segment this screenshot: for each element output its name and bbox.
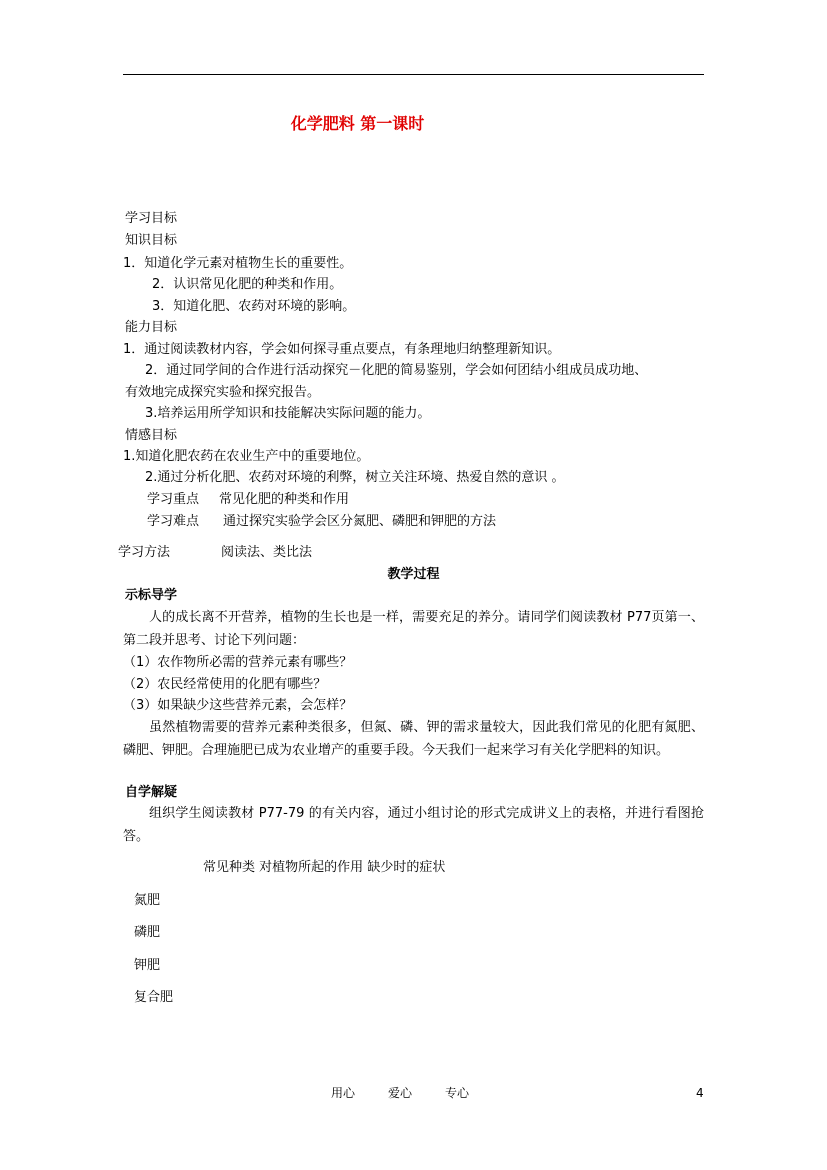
ability-item: 2．通过同学间的合作进行活动探究－化肥的简易鉴别，学会如何团结小组成员成功地、 <box>145 363 648 378</box>
section2-text: 组织学生阅读教材 P77-79 的有关内容，通过小组讨论的形式完成讲义上的表格，并进行看图抢答。 <box>123 806 704 844</box>
section1-intro: 人的成长离不开营养，植物的生长也是一样，需要充足的养分。请同学们阅读教材 P77页第一、第二段并思考、讨论下列问题： <box>123 610 704 648</box>
table-row-label: 磷肥 <box>134 925 161 940</box>
header-rule <box>123 74 704 75</box>
objectives-heading: 学习目标 <box>125 211 178 226</box>
table-row-label: 氮肥 <box>134 893 161 908</box>
question-item: （1）农作物所必需的营养元素有哪些？ <box>123 655 353 670</box>
question-item: （3）如果缺少这些营养元素，会怎样？ <box>123 698 353 713</box>
section1-heading: 示标导学 <box>125 588 178 603</box>
footer-item: 爱心 <box>388 1086 413 1100</box>
knowledge-item: 2．认识常见化肥的种类和作用。 <box>152 277 343 292</box>
process-heading: 教学过程 <box>387 567 440 582</box>
emotion-item: 2.通过分析化肥、农药对环境的利弊，树立关注环境、热爱自然的意识 。 <box>145 470 565 485</box>
table-row-label: 复合肥 <box>134 990 174 1005</box>
ability-item: 有效地完成探究实验和探究报告。 <box>125 385 321 400</box>
table-header: 对植物所起的作用 <box>259 860 364 875</box>
table-header: 缺少时的症状 <box>367 860 446 875</box>
knowledge-heading: 知识目标 <box>125 233 178 248</box>
section1-summary: 虽然植物需要的营养元素种类很多，但氮、磷、钾的需求量较大，因此我们常见的化肥有氮肥、磷肥、钾肥。合理施肥已成为农业增产的重要手段。今天我们一起来学习有关化学肥料的知识。 <box>123 720 704 758</box>
page-number: 4 <box>696 1086 704 1100</box>
knowledge-item: 3．知道化肥、农药对环境的影响。 <box>152 299 356 314</box>
ability-heading: 能力目标 <box>125 320 178 335</box>
ability-item: 1．通过阅读教材内容，学会如何探寻重点要点，有条理地归纳整理新知识。 <box>123 342 561 357</box>
footer-item: 用心 <box>331 1086 356 1100</box>
difficulty-text: 通过探究实验学会区分氮肥、磷肥和钾肥的方法 <box>223 514 497 529</box>
footer-item: 专心 <box>445 1086 470 1100</box>
section2-heading: 自学解疑 <box>125 785 178 800</box>
table-header: 常见种类 <box>203 860 256 875</box>
page-title: 化学肥料 第一课时 <box>290 114 425 133</box>
method-text: 阅读法、类比法 <box>221 545 313 560</box>
method-label: 学习方法 <box>118 545 171 560</box>
key-point-text: 常见化肥的种类和作用 <box>219 492 350 507</box>
key-point-label: 学习重点 <box>147 492 200 507</box>
question-item: （2）农民经常使用的化肥有哪些？ <box>123 677 327 692</box>
emotion-heading: 情感目标 <box>125 428 178 443</box>
table-row-label: 钾肥 <box>134 958 161 973</box>
difficulty-label: 学习难点 <box>147 514 200 529</box>
table-header-row <box>203 860 445 876</box>
ability-item: 3.培养运用所学知识和技能解决实际问题的能力。 <box>145 406 431 421</box>
emotion-item: 1.知道化肥农药在农业生产中的重要地位。 <box>123 449 370 464</box>
knowledge-item: 1．知道化学元素对植物生长的重要性。 <box>123 256 353 271</box>
